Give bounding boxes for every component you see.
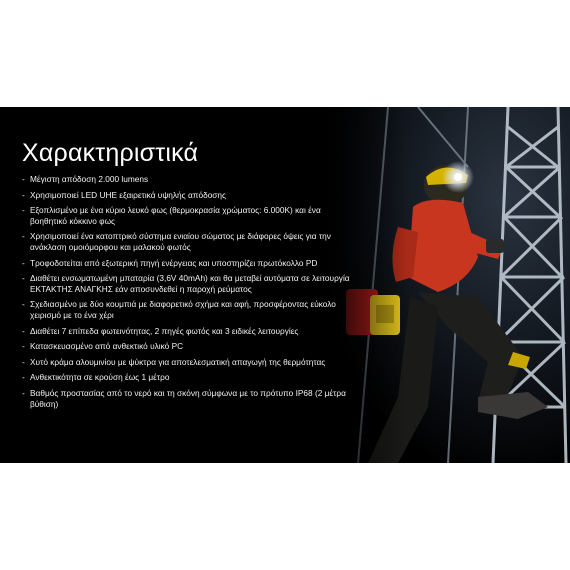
- features-title: Χαρακτηριστικά: [22, 139, 199, 167]
- feature-item: - Βαθμός προστασίας από το νερό και τη σκόνη σύμφωνα με το πρότυπο IP68 (2 μέτρα βύθιση): [22, 388, 352, 409]
- feature-banner: [0, 107, 570, 463]
- feature-item: - Διαθέτει 7 επίπεδα φωτεινότητας, 2 πηγές φωτός και 3 ειδικές λειτουργίες: [22, 326, 352, 337]
- feature-item: - Μέγιστη απόδοση 2.000 lumens: [22, 174, 352, 185]
- features-list: [22, 174, 352, 409]
- feature-item: - Κατασκευασμένο από ανθεκτικό υλικό PC: [22, 341, 352, 352]
- feature-item: - Χρησιμοποιεί LED UHE εξαιρετικά υψηλής απόδοσης: [22, 190, 352, 201]
- feature-item: - Εξοπλισμένο με ένα κύριο λευκό φως (θερμοκρασία χρώματος: 6.000K) και ένα βοηθητικό κόκκινο φως: [22, 205, 352, 226]
- feature-item: - Χυτό κράμα αλουμινίου με ψύκτρα για αποτελεσματική απαγωγή της θερμότητας: [22, 357, 352, 368]
- feature-item: - Χρησιμοποιεί ένα κατοπτρικό σύστημα ενιαίου σώματος με διάφορες όψεις για την ανάκλαση ομοιόμορφου και μαλακού φωτός: [22, 231, 352, 252]
- climber-on-tower-photo: [318, 107, 570, 463]
- feature-item: - Διαθέτει ενσωματωμένη μπαταρία (3,6V 40mAh) και θα μεταβεί αυτόματα σε λειτουργία ΕΚΤΑΚΤΗΣ ΑΝΑΓΚΗΣ εάν αποσυνδεθεί η παροχή ρεύματος: [22, 273, 352, 294]
- climber-on-tower-image: [318, 107, 570, 463]
- feature-item: - Τροφοδοτείται από εξωτερική πηγή ενέργειας και υποστηρίζει πρωτόκολλο PD: [22, 258, 352, 269]
- features-text-block: [22, 139, 352, 414]
- feature-item: - Σχεδιασμένο με δύο κουμπιά με διαφορετικό σχήμα και αφή, προσφέροντας εύκολο χειρισμό με το ένα χέρι: [22, 299, 352, 320]
- feature-item: - Ανθεκτικότητα σε κρούση έως 1 μέτρο: [22, 372, 352, 383]
